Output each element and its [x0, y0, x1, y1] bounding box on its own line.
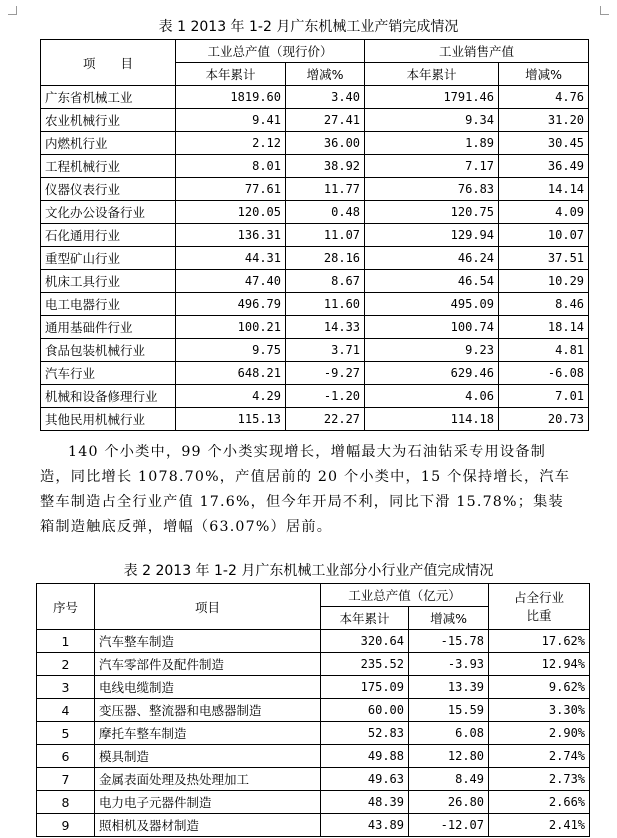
sales-cum-cell: 100.74 — [365, 316, 499, 339]
output-chg-cell: 26.80 — [409, 791, 489, 814]
share-cell: 2.73% — [489, 768, 590, 791]
subindustry-name-cell: 金属表面处理及热处理加工 — [95, 768, 321, 791]
seq-cell: 8 — [37, 791, 95, 814]
table-row — [41, 362, 589, 385]
output-cum-cell: 136.31 — [176, 224, 286, 247]
sales-cum-cell: 9.23 — [365, 339, 499, 362]
table-row — [41, 132, 589, 155]
output-chg-cell: 0.48 — [286, 201, 365, 224]
output-cum-cell: 44.31 — [176, 247, 286, 270]
industry-name-cell: 机械和设备修理行业 — [41, 385, 176, 408]
sales-chg-cell: 36.49 — [499, 155, 589, 178]
page-corner-mark-left — [8, 6, 17, 15]
output-chg-cell: 3.71 — [286, 339, 365, 362]
table-row — [41, 293, 589, 316]
output-cum-cell: 648.21 — [176, 362, 286, 385]
seq-cell: 5 — [37, 722, 95, 745]
output-cum-cell: 2.12 — [176, 132, 286, 155]
sales-chg-cell: 4.81 — [499, 339, 589, 362]
output-chg-cell: 28.16 — [286, 247, 365, 270]
sales-cum-cell: 46.54 — [365, 270, 499, 293]
table1-subheader-sales-chg: 增减% — [499, 63, 589, 86]
output-chg-cell: -3.93 — [409, 653, 489, 676]
sales-cum-cell: 129.94 — [365, 224, 499, 247]
sales-chg-cell: 18.14 — [499, 316, 589, 339]
industry-name-cell: 文化办公设备行业 — [41, 201, 176, 224]
output-chg-cell: 11.07 — [286, 224, 365, 247]
output-cum-cell: 100.21 — [176, 316, 286, 339]
table-row — [41, 247, 589, 270]
table-row — [41, 201, 589, 224]
output-cum-cell: 8.01 — [176, 155, 286, 178]
output-cum-cell: 48.39 — [321, 791, 409, 814]
table-row — [37, 653, 590, 676]
output-chg-cell: 11.60 — [286, 293, 365, 316]
sales-cum-cell: 7.17 — [365, 155, 499, 178]
paragraph-line: 整车制造占全行业产值 17.6%，但今年开局不利，同比下滑 15.78%；集装 — [40, 494, 564, 510]
table-row — [41, 316, 589, 339]
table-row — [37, 768, 590, 791]
sales-chg-cell: 7.01 — [499, 385, 589, 408]
sales-cum-cell: 629.46 — [365, 362, 499, 385]
seq-cell: 9 — [37, 814, 95, 837]
paragraph-line: 140 个小类中，99 个小类实现增长，增幅最大为石油钻采专用设备制 — [68, 444, 547, 460]
output-cum-cell: 320.64 — [321, 630, 409, 653]
table2-caption: 表 2 2013 年 1-2 月广东机械工业部分小行业产值完成情况 — [123, 563, 494, 579]
output-chg-cell: 13.39 — [409, 676, 489, 699]
sales-cum-cell: 76.83 — [365, 178, 499, 201]
sales-cum-cell: 495.09 — [365, 293, 499, 316]
output-chg-cell: -12.07 — [409, 814, 489, 837]
output-chg-cell: 15.59 — [409, 699, 489, 722]
output-chg-cell: 11.77 — [286, 178, 365, 201]
table2-header-share-line1: 占全行业 — [514, 589, 565, 605]
industry-name-cell: 广东省机械工业 — [41, 86, 176, 109]
industry-name-cell: 食品包装机械行业 — [41, 339, 176, 362]
share-cell: 2.74% — [489, 745, 590, 768]
table-row — [41, 385, 589, 408]
output-cum-cell: 235.52 — [321, 653, 409, 676]
subindustry-name-cell: 摩托车整车制造 — [95, 722, 321, 745]
output-chg-cell: 8.67 — [286, 270, 365, 293]
sales-cum-cell: 114.18 — [365, 408, 499, 431]
table-row — [41, 224, 589, 247]
sales-chg-cell: 14.14 — [499, 178, 589, 201]
output-cum-cell: 77.61 — [176, 178, 286, 201]
table2-header-share-line2: 比重 — [526, 607, 552, 623]
sales-chg-cell: 37.51 — [499, 247, 589, 270]
seq-cell: 6 — [37, 745, 95, 768]
table1-header-output: 工业总产值（现行价） — [176, 40, 365, 63]
table1-header-sales: 工业销售产值 — [365, 40, 589, 63]
paragraph-line: 造，同比增长 1078.70%，产值居前的 20 个小类中，15 个保持增长，汽车 — [40, 469, 571, 485]
table1-subheader-output-chg: 增减% — [286, 63, 365, 86]
sales-chg-cell: 31.20 — [499, 109, 589, 132]
subindustry-name-cell: 变压器、整流器和电感器制造 — [95, 699, 321, 722]
table1-subheader-sales-cum: 本年累计 — [365, 63, 499, 86]
output-chg-cell: -9.27 — [286, 362, 365, 385]
output-chg-cell: 14.33 — [286, 316, 365, 339]
subindustry-name-cell: 汽车零部件及配件制造 — [95, 653, 321, 676]
output-cum-cell: 52.83 — [321, 722, 409, 745]
industry-name-cell: 其他民用机械行业 — [41, 408, 176, 431]
table-row — [41, 178, 589, 201]
sales-cum-cell: 9.34 — [365, 109, 499, 132]
sales-chg-cell: 20.73 — [499, 408, 589, 431]
table1 — [40, 39, 589, 431]
industry-name-cell: 电工电器行业 — [41, 293, 176, 316]
output-cum-cell: 9.75 — [176, 339, 286, 362]
output-cum-cell: 49.88 — [321, 745, 409, 768]
industry-name-cell: 通用基础件行业 — [41, 316, 176, 339]
output-chg-cell: 3.40 — [286, 86, 365, 109]
sales-chg-cell: 4.09 — [499, 201, 589, 224]
industry-name-cell: 工程机械行业 — [41, 155, 176, 178]
share-cell: 2.90% — [489, 722, 590, 745]
output-cum-cell: 4.29 — [176, 385, 286, 408]
industry-name-cell: 汽车行业 — [41, 362, 176, 385]
output-cum-cell: 43.89 — [321, 814, 409, 837]
output-chg-cell: -1.20 — [286, 385, 365, 408]
industry-name-cell: 农业机械行业 — [41, 109, 176, 132]
subindustry-name-cell: 电力电子元器件制造 — [95, 791, 321, 814]
output-chg-cell: 6.08 — [409, 722, 489, 745]
sales-chg-cell: -6.08 — [499, 362, 589, 385]
table-row — [37, 676, 590, 699]
output-cum-cell: 49.63 — [321, 768, 409, 791]
sales-chg-cell: 30.45 — [499, 132, 589, 155]
sales-cum-cell: 46.24 — [365, 247, 499, 270]
table-row — [41, 270, 589, 293]
seq-cell: 4 — [37, 699, 95, 722]
table2-subheader-chg: 增减% — [409, 607, 489, 630]
sales-cum-cell: 1791.46 — [365, 86, 499, 109]
sales-chg-cell: 10.07 — [499, 224, 589, 247]
output-cum-cell: 60.00 — [321, 699, 409, 722]
share-cell: 3.30% — [489, 699, 590, 722]
output-cum-cell: 115.13 — [176, 408, 286, 431]
table2-subheader-cum: 本年累计 — [321, 607, 409, 630]
share-cell: 12.94% — [489, 653, 590, 676]
table-row — [37, 699, 590, 722]
share-cell: 2.41% — [489, 814, 590, 837]
output-chg-cell: 38.92 — [286, 155, 365, 178]
output-cum-cell: 47.40 — [176, 270, 286, 293]
table2-header-output: 工业总产值（亿元） — [321, 584, 489, 607]
table1-subheader-output-cum: 本年累计 — [176, 63, 286, 86]
table-row — [41, 408, 589, 431]
seq-cell: 7 — [37, 768, 95, 791]
table2-header-item: 项目 — [95, 584, 321, 630]
table-row — [37, 814, 590, 837]
output-cum-cell: 120.05 — [176, 201, 286, 224]
table-row — [37, 745, 590, 768]
output-cum-cell: 496.79 — [176, 293, 286, 316]
output-chg-cell: 12.80 — [409, 745, 489, 768]
share-cell: 9.62% — [489, 676, 590, 699]
table-row — [37, 791, 590, 814]
table2-header-seq: 序号 — [37, 584, 95, 630]
table-row — [41, 109, 589, 132]
output-chg-cell: 36.00 — [286, 132, 365, 155]
share-cell: 17.62% — [489, 630, 590, 653]
industry-name-cell: 内燃机行业 — [41, 132, 176, 155]
output-chg-cell: 27.41 — [286, 109, 365, 132]
industry-name-cell: 重型矿山行业 — [41, 247, 176, 270]
output-chg-cell: 22.27 — [286, 408, 365, 431]
paragraph-line: 箱制造触底反弹，增幅（63.07%）居前。 — [40, 519, 333, 535]
sales-cum-cell: 1.89 — [365, 132, 499, 155]
output-chg-cell: -15.78 — [409, 630, 489, 653]
output-chg-cell: 8.49 — [409, 768, 489, 791]
page-corner-mark-right — [600, 6, 609, 15]
industry-name-cell: 石化通用行业 — [41, 224, 176, 247]
share-cell: 2.66% — [489, 791, 590, 814]
subindustry-name-cell: 照相机及器材制造 — [95, 814, 321, 837]
output-cum-cell: 9.41 — [176, 109, 286, 132]
sales-cum-cell: 4.06 — [365, 385, 499, 408]
subindustry-name-cell: 电线电缆制造 — [95, 676, 321, 699]
subindustry-name-cell: 汽车整车制造 — [95, 630, 321, 653]
table-row — [37, 630, 590, 653]
table-row — [41, 339, 589, 362]
industry-name-cell: 机床工具行业 — [41, 270, 176, 293]
body-paragraph — [40, 440, 586, 540]
industry-name-cell: 仪器仪表行业 — [41, 178, 176, 201]
subindustry-name-cell: 模具制造 — [95, 745, 321, 768]
table1-header-item: 项 目 — [41, 40, 176, 86]
seq-cell: 1 — [37, 630, 95, 653]
table-row — [37, 722, 590, 745]
sales-chg-cell: 8.46 — [499, 293, 589, 316]
sales-cum-cell: 120.75 — [365, 201, 499, 224]
table2 — [36, 583, 590, 837]
sales-chg-cell: 4.76 — [499, 86, 589, 109]
sales-chg-cell: 10.29 — [499, 270, 589, 293]
output-cum-cell: 175.09 — [321, 676, 409, 699]
table-row — [41, 155, 589, 178]
table1-caption: 表 1 2013 年 1-2 月广东机械工业产销完成情况 — [158, 19, 459, 35]
table2-header-share — [489, 584, 590, 630]
table-row — [41, 86, 589, 109]
seq-cell: 3 — [37, 676, 95, 699]
output-cum-cell: 1819.60 — [176, 86, 286, 109]
seq-cell: 2 — [37, 653, 95, 676]
